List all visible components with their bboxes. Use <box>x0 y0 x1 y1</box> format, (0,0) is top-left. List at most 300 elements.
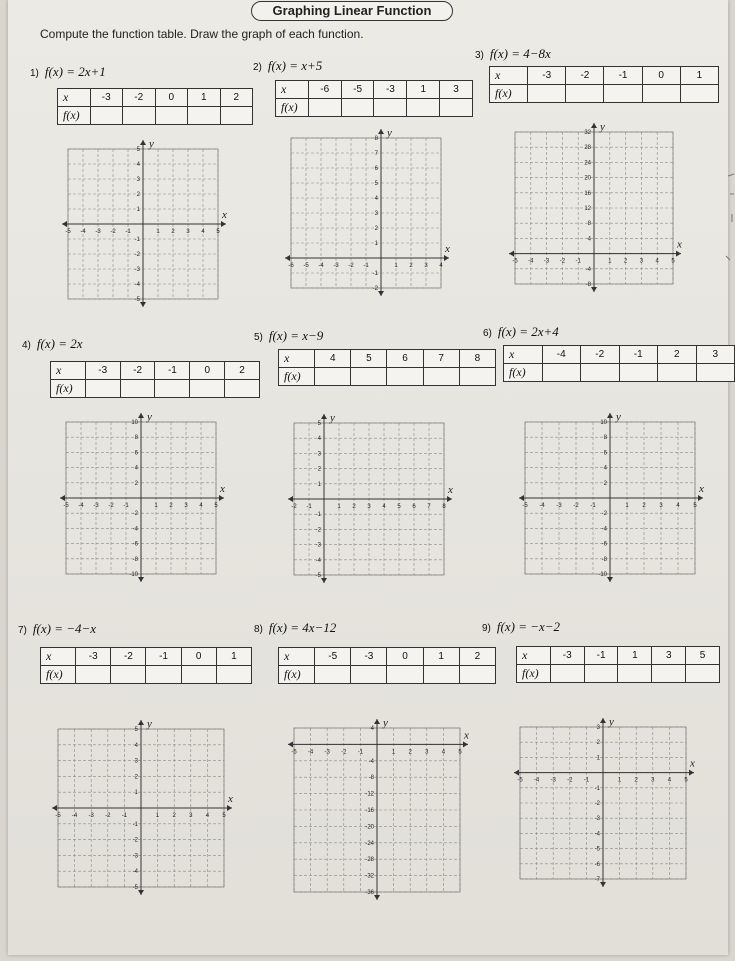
x-tick-label: -4 <box>318 263 324 269</box>
x-tick-label: -2 <box>348 263 354 269</box>
y-tick-label: 2 <box>134 774 138 781</box>
axis-arrow <box>288 496 293 502</box>
x-tick-label: -4 <box>80 229 86 235</box>
axis-arrow <box>591 123 597 128</box>
y-tick-label: 3 <box>374 211 378 217</box>
table-fx-blank-cell[interactable] <box>618 665 652 683</box>
axis-arrow <box>689 770 694 776</box>
table-fx-blank-cell[interactable] <box>181 666 216 684</box>
axis-arrow <box>62 221 67 227</box>
y-tick-label: -3 <box>315 542 321 549</box>
y-tick-label: 12 <box>584 206 591 212</box>
table-fx-blank-cell[interactable] <box>90 107 123 125</box>
x-tick-label: 2 <box>171 229 175 235</box>
table-fx-header: f(x) <box>279 666 315 684</box>
y-axis-label: y <box>147 411 152 423</box>
table-x-value: 3 <box>440 81 473 99</box>
table-fx-blank-cell[interactable] <box>407 99 440 117</box>
y-tick-label: 3 <box>317 451 321 458</box>
table-fx-blank-cell[interactable] <box>686 665 720 683</box>
y-tick-label: -2 <box>372 286 378 292</box>
coordinate-grid[interactable] <box>508 715 698 897</box>
axis-arrow <box>607 577 613 582</box>
coordinate-grid[interactable] <box>282 716 472 910</box>
x-tick-label: 2 <box>352 504 356 510</box>
table-fx-blank-cell[interactable] <box>225 380 260 398</box>
table-fx-blank-cell[interactable] <box>341 99 374 117</box>
table-x-value: 0 <box>155 89 188 107</box>
table-fx-blank-cell[interactable] <box>581 364 620 382</box>
y-tick-label: -1 <box>372 271 378 277</box>
function-table <box>40 647 252 684</box>
x-axis-label: x <box>220 483 225 495</box>
x-tick-label: 5 <box>684 777 688 784</box>
y-tick-label: -8 <box>585 282 591 288</box>
table-x-value: 1 <box>423 648 459 666</box>
axis-arrow <box>514 770 519 776</box>
table-fx-blank-cell[interactable] <box>111 666 146 684</box>
table-fx-blank-cell[interactable] <box>220 107 253 125</box>
y-tick-label: -1 <box>132 821 138 828</box>
table-fx-blank-cell[interactable] <box>658 364 697 382</box>
axis-arrow <box>140 302 146 307</box>
table-fx-header: f(x) <box>517 665 551 683</box>
table-x-value: 8 <box>459 350 495 368</box>
axis-arrow <box>447 496 452 502</box>
x-tick-label: -5 <box>522 503 528 509</box>
y-tick-label: -4 <box>132 869 138 876</box>
problem-label <box>254 328 323 344</box>
x-tick-label: -1 <box>583 777 590 784</box>
table-fx-blank-cell[interactable] <box>459 368 495 386</box>
table-fx-blank-cell[interactable] <box>146 666 181 684</box>
x-tick-label: 3 <box>651 777 655 784</box>
y-tick-label: 1 <box>596 755 600 762</box>
table-x-value: -3 <box>550 647 584 665</box>
y-axis-label: y <box>147 718 152 730</box>
x-tick-label: 2 <box>642 503 646 509</box>
x-tick-label: -2 <box>108 503 114 509</box>
x-tick-label: 3 <box>639 258 644 265</box>
table-fx-blank-cell[interactable] <box>459 666 495 684</box>
x-tick-label: -3 <box>95 229 101 235</box>
x-tick-label: 4 <box>655 258 659 265</box>
x-tick-label: 7 <box>427 504 431 510</box>
x-tick-label: 4 <box>667 777 672 784</box>
table-fx-blank-cell[interactable] <box>387 368 423 386</box>
x-tick-label: -1 <box>123 503 129 509</box>
coordinate-grid[interactable] <box>54 410 228 592</box>
problem-number: 8) <box>254 624 263 635</box>
problem-label <box>18 621 96 637</box>
y-tick-label: -28 <box>365 857 374 864</box>
y-tick-label: 2 <box>317 466 321 473</box>
function-table <box>278 647 496 684</box>
y-tick-label: -2 <box>132 511 138 518</box>
y-tick-label: 2 <box>596 740 600 747</box>
x-tick-label: -1 <box>590 503 596 509</box>
table-fx-blank-cell[interactable] <box>440 99 473 117</box>
x-tick-label: 5 <box>216 229 220 235</box>
table-fx-header: f(x) <box>51 380 86 398</box>
table-x-value: -4 <box>542 346 581 364</box>
function-table <box>489 66 719 103</box>
problem-label <box>475 46 551 62</box>
y-tick-label: 5 <box>134 727 138 733</box>
y-tick-label: -1 <box>315 512 321 519</box>
y-axis-label: y <box>149 138 154 150</box>
problem-number: 3) <box>475 50 484 61</box>
x-tick-label: -1 <box>121 813 128 819</box>
table-x-value: 5 <box>686 647 720 665</box>
coordinate-grid[interactable] <box>46 717 236 905</box>
table-x-value: 1 <box>216 648 251 666</box>
y-tick-label: 2 <box>134 480 138 487</box>
table-x-value: -2 <box>123 89 156 107</box>
table-x-header: x <box>276 81 309 99</box>
problem-number: 1) <box>30 68 39 79</box>
y-tick-label: 4 <box>370 726 374 732</box>
axis-arrow <box>285 255 290 261</box>
x-tick-label: 4 <box>205 813 210 819</box>
axis-arrow <box>509 251 514 257</box>
x-axis-label: x <box>699 483 704 495</box>
table-fx-blank-cell[interactable] <box>584 665 618 683</box>
coordinate-grid[interactable] <box>56 137 230 317</box>
y-tick-label: -5 <box>594 846 600 853</box>
y-tick-label: 32 <box>584 130 591 136</box>
y-tick-label: -3 <box>594 816 600 823</box>
axis-arrow <box>138 890 144 895</box>
problem-number: 5) <box>254 332 263 343</box>
problem-number: 4) <box>22 340 31 351</box>
problem-number: 6) <box>483 328 492 339</box>
coordinate-grid[interactable] <box>279 126 453 306</box>
axis-arrow <box>321 414 327 419</box>
table-x-header: x <box>41 648 76 666</box>
x-tick-label: 3 <box>424 263 428 269</box>
x-tick-label: -2 <box>567 777 573 784</box>
x-tick-label: -2 <box>573 503 579 509</box>
x-axis-label: x <box>228 793 233 805</box>
table-x-value: 1 <box>680 67 718 85</box>
y-tick-label: 5 <box>136 147 140 153</box>
y-tick-label: -4 <box>601 526 607 533</box>
problem-number: 7) <box>18 625 27 636</box>
x-tick-label: 4 <box>439 263 443 269</box>
x-tick-label: -5 <box>63 503 69 509</box>
function-formula: f(x) = −4−x <box>32 621 97 636</box>
y-tick-label: -12 <box>365 791 374 798</box>
axis-arrow <box>138 720 144 725</box>
y-tick-label: 3 <box>134 758 138 765</box>
table-fx-blank-cell[interactable] <box>652 665 686 683</box>
table-fx-blank-cell[interactable] <box>76 666 111 684</box>
table-fx-blank-cell[interactable] <box>188 107 221 125</box>
table-x-value: 2 <box>225 362 260 380</box>
y-tick-label: -1 <box>134 237 140 243</box>
y-tick-label: 4 <box>317 436 321 443</box>
x-tick-label: 2 <box>172 813 176 819</box>
table-x-value: -3 <box>374 81 407 99</box>
y-tick-label: 4 <box>587 236 591 243</box>
y-tick-label: -4 <box>585 266 591 273</box>
y-tick-label: -6 <box>594 861 600 868</box>
y-tick-label: 8 <box>587 221 591 228</box>
table-x-value: -2 <box>566 67 604 85</box>
x-tick-label: -5 <box>291 749 297 756</box>
problem-label <box>22 336 83 352</box>
y-tick-label: -2 <box>594 801 600 807</box>
function-table <box>57 88 253 125</box>
worksheet-title: Graphing Linear Function <box>251 1 453 21</box>
y-tick-label: -8 <box>132 556 138 563</box>
axis-arrow <box>444 255 449 261</box>
table-x-value: -1 <box>619 346 658 364</box>
table-fx-blank-cell[interactable] <box>550 665 584 683</box>
function-formula: f(x) = x+5 <box>267 58 323 73</box>
table-x-value: 0 <box>642 67 680 85</box>
y-tick-label: 6 <box>603 450 607 457</box>
y-axis-label: y <box>616 411 621 423</box>
table-x-value: -2 <box>111 648 146 666</box>
y-tick-label: 2 <box>136 192 140 198</box>
table-fx-blank-cell[interactable] <box>123 107 156 125</box>
x-tick-label: -5 <box>512 258 518 265</box>
y-tick-label: 8 <box>134 435 138 442</box>
x-tick-label: -2 <box>341 749 347 756</box>
function-table <box>278 349 496 386</box>
axis-arrow <box>378 129 384 134</box>
table-fx-blank-cell[interactable] <box>190 380 225 398</box>
table-fx-blank-cell[interactable] <box>351 666 387 684</box>
table-x-value: -5 <box>341 81 374 99</box>
function-formula: f(x) = 2x+1 <box>44 64 106 79</box>
table-x-value: 2 <box>658 346 697 364</box>
axis-arrow <box>221 221 226 227</box>
x-tick-label: -3 <box>324 749 330 756</box>
table-fx-blank-cell[interactable] <box>423 368 459 386</box>
x-tick-label: 6 <box>412 504 416 510</box>
y-tick-label: -32 <box>365 873 374 880</box>
table-x-value: -3 <box>90 89 123 107</box>
table-x-value: -2 <box>581 346 620 364</box>
x-tick-label: 2 <box>169 503 173 509</box>
table-fx-blank-cell[interactable] <box>542 364 581 382</box>
table-x-value: 5 <box>351 350 387 368</box>
table-fx-blank-cell[interactable] <box>308 99 341 117</box>
x-tick-label: -5 <box>65 229 71 235</box>
table-fx-blank-cell[interactable] <box>374 99 407 117</box>
x-tick-label: 1 <box>394 263 398 269</box>
x-tick-label: 2 <box>634 777 638 784</box>
table-x-value: -3 <box>85 362 120 380</box>
x-tick-label: 3 <box>184 503 188 509</box>
y-tick-label: 4 <box>603 465 607 472</box>
y-tick-label: 8 <box>374 136 378 142</box>
y-tick-label: 10 <box>600 420 607 426</box>
table-fx-blank-cell[interactable] <box>155 380 190 398</box>
y-tick-label: 6 <box>374 166 378 172</box>
y-tick-label: 1 <box>136 207 140 213</box>
table-fx-blank-cell[interactable] <box>120 380 155 398</box>
x-tick-label: -2 <box>559 258 566 265</box>
y-tick-label: -3 <box>134 267 140 273</box>
function-table <box>503 345 735 382</box>
y-tick-label: 10 <box>131 420 138 426</box>
x-tick-label: 1 <box>391 749 396 756</box>
x-tick-label: -1 <box>363 263 369 269</box>
function-formula: f(x) = 2x+4 <box>497 324 559 339</box>
y-tick-label: 4 <box>136 162 140 168</box>
table-fx-blank-cell[interactable] <box>696 364 735 382</box>
x-tick-label: 3 <box>189 813 193 819</box>
x-tick-label: 4 <box>201 229 205 235</box>
table-x-header: x <box>51 362 86 380</box>
y-tick-label: 2 <box>603 480 607 487</box>
table-x-value: -3 <box>76 648 111 666</box>
function-formula: f(x) = 4x−12 <box>268 620 337 635</box>
table-x-header: x <box>504 346 543 364</box>
x-tick-label: -1 <box>306 504 312 510</box>
table-fx-blank-cell[interactable] <box>155 107 188 125</box>
x-tick-label: 5 <box>214 503 218 509</box>
worksheet-page <box>8 0 728 955</box>
x-tick-label: -1 <box>357 749 364 756</box>
problem-label <box>482 619 560 635</box>
y-tick-label: 3 <box>596 725 600 731</box>
x-tick-label: -4 <box>528 258 534 265</box>
table-x-header: x <box>490 67 528 85</box>
x-tick-label: 5 <box>397 504 401 510</box>
table-x-value: -5 <box>315 648 351 666</box>
axis-arrow <box>676 251 681 257</box>
table-fx-blank-cell[interactable] <box>528 85 566 103</box>
y-tick-label: -4 <box>594 831 600 838</box>
y-tick-label: -1 <box>594 785 600 792</box>
x-tick-label: 4 <box>441 749 446 756</box>
x-tick-label: -4 <box>533 777 540 784</box>
y-tick-label: 7 <box>374 151 378 157</box>
coordinate-grid[interactable] <box>503 120 685 302</box>
y-axis-label: y <box>609 716 614 728</box>
x-axis-label: x <box>464 729 469 742</box>
y-tick-label: -8 <box>601 556 607 563</box>
axis-arrow <box>60 495 65 501</box>
x-tick-label: 3 <box>659 503 663 509</box>
x-tick-label: 8 <box>442 504 446 510</box>
table-fx-blank-cell[interactable] <box>604 85 642 103</box>
table-x-value: -6 <box>308 81 341 99</box>
y-tick-label: 2 <box>374 226 378 232</box>
axis-arrow <box>288 741 293 747</box>
table-x-value: 2 <box>459 648 495 666</box>
x-axis-label: x <box>445 243 450 255</box>
y-tick-label: -20 <box>365 824 374 831</box>
y-axis-label: y <box>330 412 335 424</box>
x-tick-label: 5 <box>222 813 226 819</box>
y-tick-label: -4 <box>368 758 374 765</box>
table-x-value: -3 <box>528 67 566 85</box>
table-fx-blank-cell[interactable] <box>566 85 604 103</box>
table-fx-blank-cell[interactable] <box>315 368 351 386</box>
table-x-header: x <box>58 89 91 107</box>
x-tick-label: -4 <box>539 503 545 509</box>
table-fx-blank-cell[interactable] <box>216 666 251 684</box>
axis-arrow <box>600 882 606 887</box>
x-tick-label: -2 <box>291 504 297 510</box>
table-fx-blank-cell[interactable] <box>619 364 658 382</box>
coordinate-grid[interactable] <box>513 410 707 592</box>
table-x-value: -1 <box>604 67 642 85</box>
y-tick-label: -24 <box>365 840 374 847</box>
table-x-value: 0 <box>387 648 423 666</box>
y-tick-label: 4 <box>134 465 138 472</box>
x-tick-label: 1 <box>337 504 341 510</box>
table-x-value: 1 <box>188 89 221 107</box>
x-tick-label: 2 <box>623 258 628 265</box>
coordinate-grid[interactable] <box>282 411 456 593</box>
table-x-value: 4 <box>315 350 351 368</box>
table-x-header: x <box>279 350 315 368</box>
y-tick-label: 4 <box>374 196 378 202</box>
table-x-value: -1 <box>155 362 190 380</box>
table-fx-blank-cell[interactable] <box>351 368 387 386</box>
problem-number: 9) <box>482 623 491 634</box>
table-fx-header: f(x) <box>58 107 91 125</box>
y-tick-label: 1 <box>317 481 321 488</box>
axis-arrow <box>600 718 606 723</box>
axis-arrow <box>140 140 146 145</box>
table-x-value: 2 <box>220 89 253 107</box>
x-tick-label: -4 <box>71 813 78 819</box>
table-fx-blank-cell[interactable] <box>85 380 120 398</box>
table-fx-blank-cell[interactable] <box>680 85 718 103</box>
function-table <box>516 646 720 683</box>
axis-arrow <box>591 287 597 292</box>
y-tick-label: -10 <box>598 572 607 578</box>
table-fx-blank-cell[interactable] <box>315 666 351 684</box>
x-tick-label: 2 <box>408 749 412 756</box>
y-axis-label: y <box>600 121 605 133</box>
y-tick-label: -5 <box>134 297 140 303</box>
y-tick-label: -2 <box>132 837 138 844</box>
table-x-value: 7 <box>423 350 459 368</box>
y-tick-label: -7 <box>594 877 600 883</box>
table-x-header: x <box>279 648 315 666</box>
y-tick-label: -36 <box>365 890 374 896</box>
axis-arrow <box>519 495 524 501</box>
problem-label <box>483 324 559 340</box>
y-tick-label: 1 <box>134 790 138 797</box>
y-tick-label: -4 <box>315 557 321 564</box>
x-tick-label: 1 <box>156 229 160 235</box>
axis-arrow <box>374 719 380 724</box>
table-fx-blank-cell[interactable] <box>423 666 459 684</box>
table-fx-blank-cell[interactable] <box>642 85 680 103</box>
table-x-value: 0 <box>181 648 216 666</box>
y-tick-label: 1 <box>374 241 378 247</box>
function-formula: f(x) = 4−8x <box>489 46 551 61</box>
x-tick-label: -3 <box>543 258 550 265</box>
table-fx-header: f(x) <box>41 666 76 684</box>
axis-arrow <box>374 895 380 900</box>
function-formula: f(x) = −x−2 <box>496 619 561 634</box>
y-tick-label: 5 <box>317 421 321 427</box>
y-tick-label: 8 <box>603 435 607 442</box>
x-tick-label: 5 <box>458 749 462 756</box>
table-fx-blank-cell[interactable] <box>387 666 423 684</box>
